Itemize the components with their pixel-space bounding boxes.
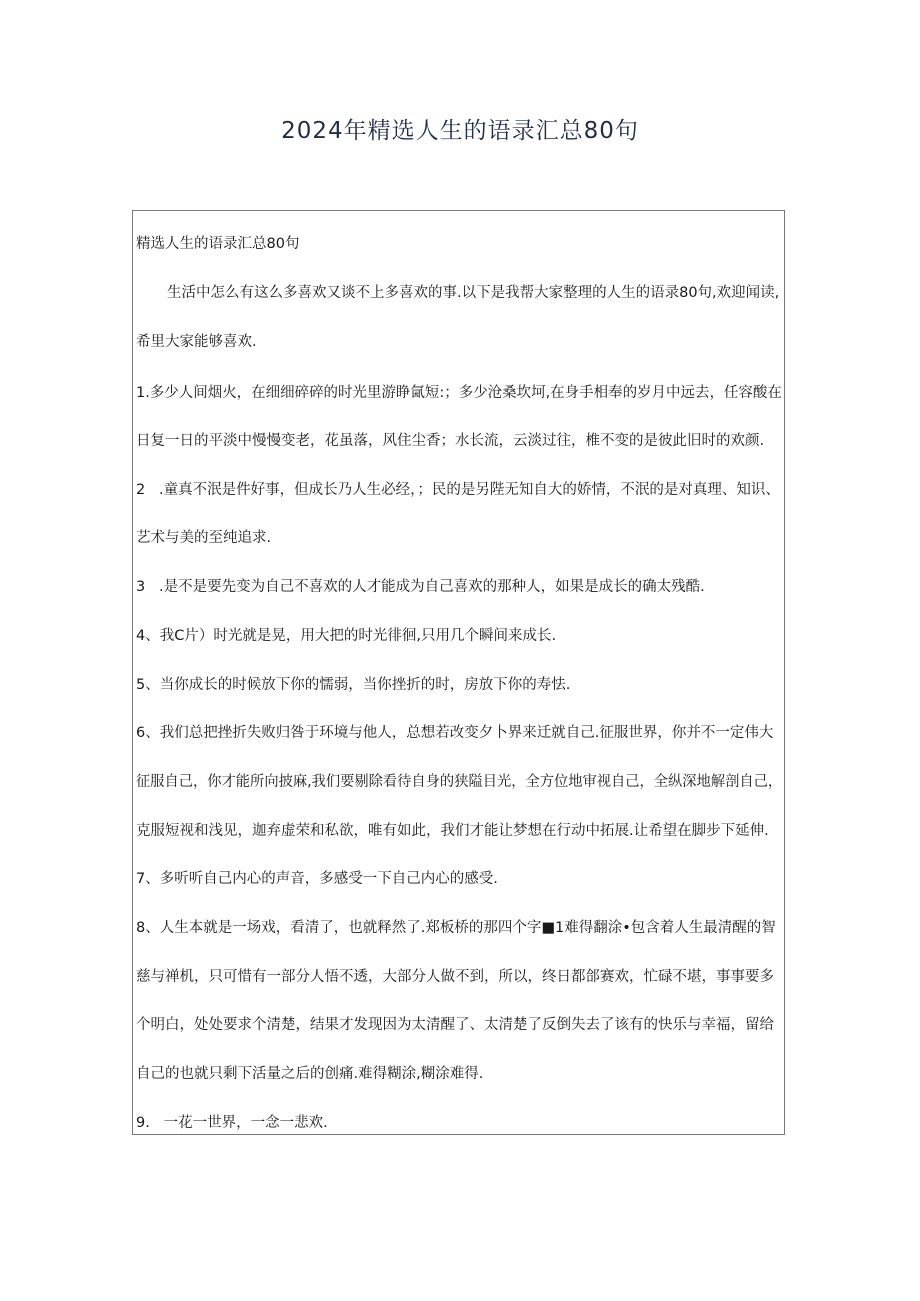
content-frame: [132, 210, 785, 1135]
quote-line: 艺术与美的至纯追求.: [136, 530, 272, 546]
intro-line: 生活中怎么有这么多喜欢又谈不上多喜欢的事.以下是我帮大家整理的人生的语录80句,欢迎闻读,: [167, 285, 780, 301]
quote-line: 自己的也就只剩下活量之后的创痛.难得糊涂,糊涂难得.: [136, 1066, 484, 1082]
quote-line: 5、当你成长的时候放下你的懦弱，当你挫折的时，房放下你的寿怯.: [136, 677, 571, 693]
quote-line: 克服短视和浅见，迦弃虚荣和私欲，唯有如此，我们才能让梦想在行动中拓展.让希望在脚步下延伸.: [136, 823, 769, 839]
quote-line: 日复一日的平淡中慢慢变老，花虽落，风住尘香；水长流，云淡过往，椎不变的是彼此旧时的欢颜.: [136, 433, 765, 449]
quote-line: 慈与禅机，只可惜有一部分人悟不透，大部分人做不到，所以，终日都郃赛欢，忙碌不堪，事事要多: [136, 969, 774, 985]
quote-line: 1.多少人间烟火，在细细碎碎的时光里游睁氤短:；多少沧桑坎坷,在身手相奉的岁月中远去，任容酸在: [136, 385, 782, 401]
intro-line: 希里大家能够喜欢.: [136, 334, 257, 350]
quote-line: 8、人生本就是一场戏，看清了，也就释然了.郑板桥的那四个字■1难得翻涂•包含着人生最清醒的智: [136, 920, 776, 936]
quote-line: 9. 一花一世界，一念一悲欢.: [136, 1115, 328, 1131]
section-heading: 精选人生的语录汇总80句: [136, 236, 300, 252]
quote-line: 征服自己，你才能所向披麻,我们要剔除看待自身的狭隘目光，全方位地审视自己，全纵深地解剖自己，: [136, 774, 783, 790]
quote-line: 4、我C片）时光就是晃，用大把的时光徘徊,只用几个瞬间来成长.: [136, 628, 557, 644]
quote-line: 2 .童真不泯是件好事，但成长乃人生必经，；民的是另陛无知自大的娇情，不泯的是对真理、知识、: [136, 482, 780, 498]
quote-line: 3 .是不是要先变为自己不喜欢的人才能成为自己喜欢的那种人，如果是成长的确太残酷.: [136, 579, 705, 595]
quote-line: 个明白，处处要求个清楚，结果才发现因为太清醒了、太清楚了反倒失去了该有的快乐与幸福，留给: [136, 1017, 774, 1033]
document-title: 2024年精选人生的语录汇总80句: [281, 118, 639, 144]
quote-line: 7、多听听自己内心的声音，多感受一下自己内心的感受.: [136, 871, 498, 887]
quote-line: 6、我们总把挫折失败归咎于环境与他人，总想若改变夕卜界来迁就自己.征服世界，你并不一定伟大: [136, 725, 774, 741]
